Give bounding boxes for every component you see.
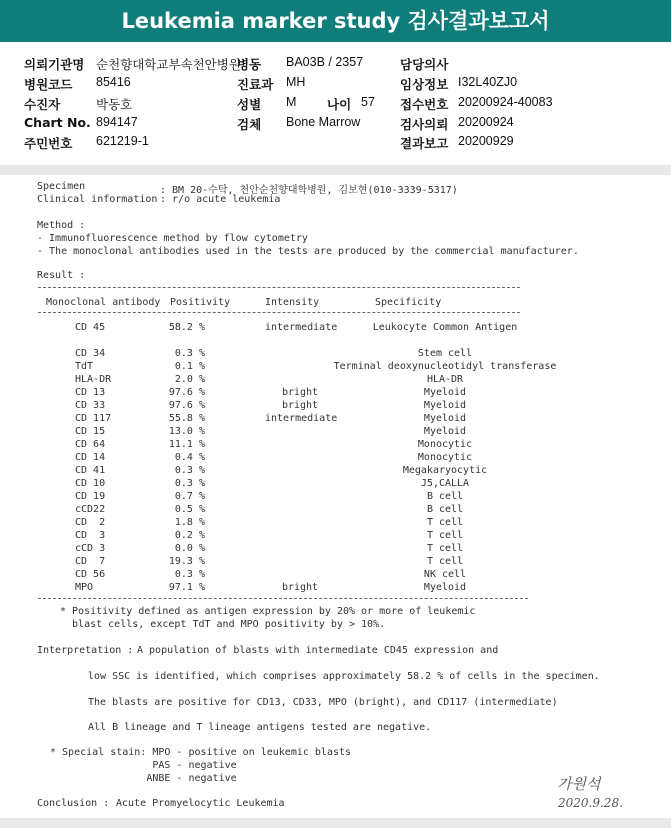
chart-no-label: Chart No. <box>24 115 91 130</box>
antibody-cell: CD 34 <box>75 348 106 359</box>
accession-label: 접수번호 <box>400 97 449 112</box>
specificity-cell: HLA-DR <box>426 374 464 385</box>
specificity-cell: Monocytic <box>417 439 473 450</box>
positivity-cell: 19.3 % <box>168 556 205 567</box>
specificity-cell: T cell <box>426 543 464 554</box>
positivity-cell: 11.1 % <box>168 439 205 450</box>
table-row <box>0 491 671 504</box>
antibody-cell: MPO <box>75 582 94 593</box>
interpretation-line: All B lineage and T lineage antigens tested are negative. <box>88 722 432 733</box>
age-label: 나이 <box>327 97 352 112</box>
table-row <box>0 530 671 543</box>
specificity-cell: Myeloid <box>423 387 467 398</box>
antibody-cell: CD 14 <box>75 452 106 463</box>
specificity-cell: Myeloid <box>423 426 467 437</box>
clinical-info-value: : r/o acute leukemia <box>160 194 281 205</box>
patient-header <box>0 50 671 154</box>
intensity-cell: intermediate <box>265 413 338 424</box>
ward-value: BA03B / 2357 <box>286 55 364 69</box>
accession-value: 20200924-40083 <box>458 95 553 109</box>
hospital-code-label: 병원코드 <box>24 77 73 92</box>
page-footer-strip <box>0 818 671 828</box>
positivity-cell: 97.6 % <box>168 387 205 398</box>
hospital-code-value: 85416 <box>96 75 131 89</box>
special-stain-line: PAS - negative <box>50 760 237 771</box>
physician-label: 담당의사 <box>400 57 449 72</box>
positivity-cell: 2.0 % <box>174 374 205 385</box>
antibody-cell: CD 2 <box>75 517 106 528</box>
positivity-cell: 55.8 % <box>168 413 205 424</box>
column-header-specificity: Specificity <box>375 297 442 308</box>
positivity-cell: 97.1 % <box>168 582 205 593</box>
table-row <box>0 543 671 556</box>
specificity-cell: J5,CALLA <box>420 478 470 489</box>
method-line: - The monoclonal antibodies used in the tests are produced by the commercial manufacturer. <box>37 246 579 257</box>
section-divider <box>0 165 671 175</box>
positivity-cell: 0.1 % <box>174 361 205 372</box>
clinical-info-label: Clinical information <box>37 194 158 205</box>
footnote-line: * Positivity defined as antigen expression by 20% or more of leukemic <box>60 606 476 617</box>
specificity-cell: T cell <box>426 517 464 528</box>
report-date-value: 20200929 <box>458 134 514 148</box>
header-row <box>0 55 671 74</box>
specimen-label: Specimen <box>37 181 86 192</box>
table-row <box>0 426 671 439</box>
header-row <box>0 134 671 153</box>
table-row <box>0 582 671 595</box>
positivity-cell: 0.3 % <box>174 569 205 580</box>
specificity-cell: Monocytic <box>417 452 473 463</box>
specificity-cell: B cell <box>426 491 464 502</box>
positivity-cell: 0.7 % <box>174 491 205 502</box>
antibody-cell: CD 45 <box>75 322 106 333</box>
positivity-cell: 1.8 % <box>174 517 205 528</box>
table-row <box>0 556 671 569</box>
signature-name: 가원석 <box>557 775 601 793</box>
patient-value: 박동호 <box>96 98 133 112</box>
specificity-cell: Stem cell <box>417 348 473 359</box>
table-row <box>0 465 671 478</box>
specificity-cell: Myeloid <box>423 582 467 593</box>
interpretation-line: The blasts are positive for CD13, CD33, MPO (bright), and CD117 (intermediate) <box>88 697 558 708</box>
positivity-cell: 0.2 % <box>174 530 205 541</box>
table-row <box>0 348 671 361</box>
special-stain-line: ANBE - negative <box>50 773 237 784</box>
antibody-cell: HLA-DR <box>75 374 112 385</box>
antibody-cell: CD 33 <box>75 400 106 411</box>
conclusion-value: Acute Promyelocytic Leukemia <box>116 798 285 809</box>
positivity-cell: 0.0 % <box>174 543 205 554</box>
antibody-cell: CD 15 <box>75 426 106 437</box>
table-row <box>0 569 671 582</box>
intensity-cell: bright <box>281 582 319 593</box>
positivity-cell: 0.5 % <box>174 504 205 515</box>
intensity-cell: bright <box>281 387 319 398</box>
header-row <box>0 75 671 94</box>
positivity-cell: 58.2 % <box>168 322 205 333</box>
table-row <box>0 413 671 426</box>
header-row <box>0 95 671 114</box>
method-line: - Immunofluorescence method by flow cytometry <box>37 233 308 244</box>
institution-value: 순천향대학교부속천안병원 <box>96 58 241 72</box>
resident-no-label: 주민번호 <box>24 136 73 151</box>
interpretation-label: Interpretation : <box>37 645 134 656</box>
sex-label: 성별 <box>237 97 262 112</box>
antibody-cell: cCD22 <box>75 504 106 515</box>
positivity-cell: 0.4 % <box>174 452 205 463</box>
column-header-positivity: Positivity <box>170 297 231 308</box>
antibody-cell: CD 56 <box>75 569 106 580</box>
antibody-cell: CD 10 <box>75 478 106 489</box>
table-rule <box>38 287 520 288</box>
specificity-cell: Leukocyte Common Antigen <box>372 322 518 333</box>
age-value: 57 <box>361 95 375 109</box>
table-rule <box>38 312 520 313</box>
patient-label: 수진자 <box>24 97 61 112</box>
specificity-cell: Megakaryocytic <box>402 465 488 476</box>
specificity-cell: NK cell <box>423 569 467 580</box>
column-header-intensity: Intensity <box>265 297 320 308</box>
table-row <box>0 452 671 465</box>
specificity-cell: B cell <box>426 504 464 515</box>
clinical-info-label: 임상정보 <box>400 77 449 92</box>
resident-no-value: 621219-1 <box>96 134 149 148</box>
clinical-info-value: I32L40ZJ0 <box>458 75 518 89</box>
report-title: Leukemia marker study 검사결과보고서 <box>0 0 671 42</box>
special-stain-line: * Special stain: MPO - positive on leukemic blasts <box>50 747 352 758</box>
request-date-value: 20200924 <box>458 115 514 129</box>
intensity-cell: intermediate <box>265 322 338 333</box>
specimen-value: : BM 20-수탁, 천안순천향대학병원, 김보현(010-3339-5317) <box>160 185 458 196</box>
table-row <box>0 478 671 491</box>
conclusion-label: Conclusion : <box>37 798 110 809</box>
table-row <box>0 322 671 335</box>
antibody-cell: CD 41 <box>75 465 106 476</box>
table-row <box>0 374 671 387</box>
specificity-cell: Myeloid <box>423 400 467 411</box>
table-row <box>0 361 671 374</box>
ward-label: 병동 <box>237 57 262 72</box>
method-label: Method : <box>37 220 86 231</box>
antibody-cell: cCD 3 <box>75 543 106 554</box>
table-rule <box>38 598 528 599</box>
table-row <box>0 517 671 530</box>
signature-date: 2020.9.28. <box>558 796 623 810</box>
sex-value: M <box>286 95 297 109</box>
chart-no-value: 894147 <box>96 115 138 129</box>
report-date-label: 결과보고 <box>400 136 449 151</box>
positivity-cell: 13.0 % <box>168 426 205 437</box>
result-label: Result : <box>37 270 86 281</box>
specificity-cell: T cell <box>426 556 464 567</box>
specificity-cell: Terminal deoxynucleotidyl transferase <box>333 361 557 372</box>
positivity-cell: 0.3 % <box>174 478 205 489</box>
department-value: MH <box>286 75 306 89</box>
header-row <box>0 115 671 134</box>
table-row <box>0 400 671 413</box>
table-row <box>0 504 671 517</box>
intensity-cell: bright <box>281 400 319 411</box>
interpretation-line: A population of blasts with intermediate CD45 expression and <box>137 645 499 656</box>
interpretation-line: low SSC is identified, which comprises approximately 58.2 % of cells in the specimen. <box>88 671 600 682</box>
antibody-cell: CD 7 <box>75 556 106 567</box>
antibody-cell: CD 117 <box>75 413 112 424</box>
table-row <box>0 387 671 400</box>
antibody-cell: CD 3 <box>75 530 106 541</box>
antibody-cell: CD 13 <box>75 387 106 398</box>
antibody-cell: CD 64 <box>75 439 106 450</box>
specimen-type-label: 검체 <box>237 117 262 132</box>
positivity-cell: 0.3 % <box>174 465 205 476</box>
antibody-cell: TdT <box>75 361 94 372</box>
request-date-label: 검사의뢰 <box>400 117 449 132</box>
department-label: 진료과 <box>237 77 274 92</box>
footnote-line: blast cells, except TdT and MPO positivity by > 10%. <box>60 619 386 630</box>
antibody-cell: CD 19 <box>75 491 106 502</box>
specimen-type-value: Bone Marrow <box>286 115 361 129</box>
specificity-cell: T cell <box>426 530 464 541</box>
institution-label: 의뢰기관명 <box>24 57 85 72</box>
specificity-cell: Myeloid <box>423 413 467 424</box>
positivity-cell: 0.3 % <box>174 348 205 359</box>
positivity-cell: 97.6 % <box>168 400 205 411</box>
table-row <box>0 439 671 452</box>
column-header-antibody: Monoclonal antibody <box>46 297 161 308</box>
